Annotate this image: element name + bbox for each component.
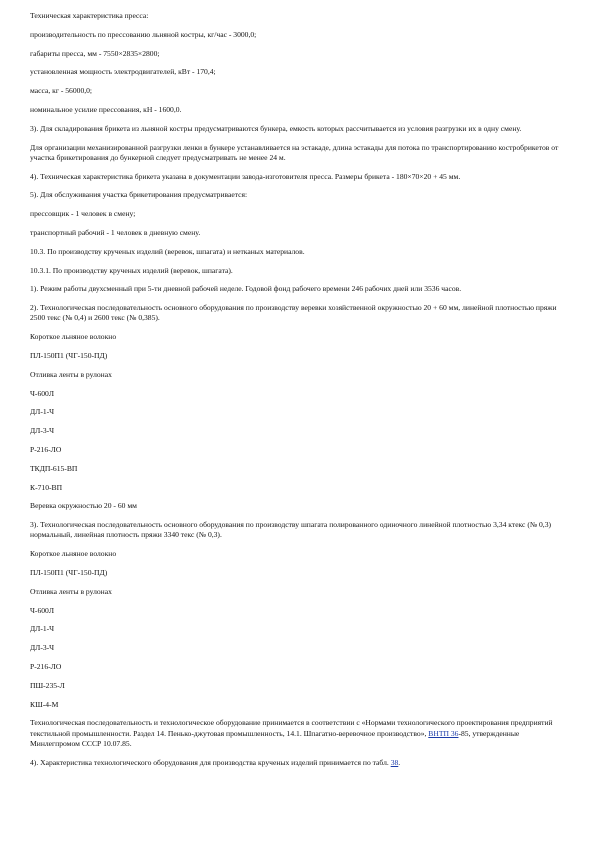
paragraph-11: прессовщик - 1 человек в смену; [30, 209, 136, 219]
paragraph-8: Для организации механизированной разгрузки ленки в бункере устанавливается на эстакаде, длина эстакады для потока по транспортированию костробрикетов от участка брикетирования до бункерной следует предусматривать не менее 24 м. [30, 142, 559, 162]
paragraph-7: 3). Для складирования брикета из льняной костры предусматриваются бункера, емкость которых рассчитывается из условия разгрузки их в одну смену. [30, 123, 522, 133]
paragraph-33: ДЛ-3-Ч [30, 643, 55, 653]
table-38-link[interactable]: 38 [390, 757, 399, 767]
paragraph-23: Р-216-ЛО [30, 444, 62, 454]
paragraph-28: Короткое льняное волокно [30, 549, 117, 559]
paragraph-29: ПЛ-150П1 (ЧГ-150-ПД) [30, 567, 108, 577]
paragraph-5: масса, кг - 56000,0; [30, 86, 93, 96]
document-page [30, 11, 570, 776]
paragraph-4: установленная мощность электродвигателей, кВт - 170,4; [30, 67, 216, 77]
paragraph-25: К-710-ВП [30, 482, 63, 492]
paragraph-9: 4). Техническая характеристика брикета указана в документации завода-изготовителя пресса. Размеры брикета - 180×70×20 + 45 мм. [30, 171, 461, 181]
paragraph-38 [30, 758, 570, 768]
paragraph-10: 5). Для обслуживания участка брикетирования предусматривается: [30, 190, 248, 200]
paragraph-27: 3). Технологическая последовательность основного оборудования по производству шпагата полированного одиночного линейной плотностью 3,34 ктекс (№ 0,3) нормальный, линейная плотность пряжи 3340 текс (№ 0,3). [30, 520, 552, 540]
paragraph-26: Веревка окружностью 20 - 60 мм [30, 501, 137, 511]
paragraph-31: Ч-600Л [30, 605, 55, 615]
paragraph-20: Ч-600Л [30, 388, 55, 398]
paragraph-19: Отливка ленты в рулонах [30, 369, 112, 379]
paragraph-text: Технологическая последовательность и технологическое оборудование принимается в соответствии с «Нормами технологического проектирования предприятий текстильной промышленности. Раздел 14. Пенько-джутовая промышленность, 14.1. Шпагатно-веревочное производство», [30, 718, 553, 738]
paragraph-15: 1). Режим работы двухсменный при 5-ти дневной рабочей неделе. Годовой фонд рабочего времени 246 рабочих дней или 3536 часов. [30, 284, 462, 294]
paragraph-3: габариты пресса, мм - 7550×2835×2800; [30, 48, 160, 58]
paragraph-18: ПЛ-150П1 (ЧГ-150-ПД) [30, 350, 108, 360]
paragraph-21: ДЛ-1-Ч [30, 407, 55, 417]
paragraph-22: ДЛ-3-Ч [30, 426, 55, 436]
paragraph-12: транспортный рабочий - 1 человек в дневную смену. [30, 227, 201, 237]
paragraph-36: КШ-4-М [30, 699, 59, 709]
paragraph-6: номинальное усилие прессования, кН - 1600,0. [30, 104, 182, 114]
paragraph-text: . [398, 757, 401, 767]
paragraph-1: Техническая характеристика пресса: [30, 11, 149, 20]
paragraph-17: Короткое льняное волокно [30, 332, 117, 342]
paragraph-30: Отливка ленты в рулонах [30, 586, 112, 596]
paragraph-14: 10.3.1. По производству крученых изделий (веревок, шпагата). [30, 265, 233, 275]
paragraph-32: ДЛ-1-Ч [30, 624, 55, 634]
paragraph-37 [30, 718, 570, 749]
paragraph-24: ТКДП-615-ВП [30, 463, 78, 473]
vntp-36-link[interactable]: ВНТП 36 [428, 728, 459, 738]
paragraph-13: 10.3. По производству крученых изделий (веревок, шпагата) и нетканых материалов. [30, 246, 305, 256]
paragraph-text: 4). Характеристика технологического оборудования для производства крученых изделий принимается по табл. [30, 757, 391, 767]
paragraph-34: Р-216-ЛО [30, 661, 62, 671]
paragraph-35: ПШ-235-Л [30, 680, 65, 690]
paragraph-16: 2). Технологическая последовательность основного оборудования по производству веревки хозяйственной окружностью 20 + 60 мм, линейной плотностью пряжи 2500 текс (№ 0,4) и 2600 текс (№ 0,385). [30, 303, 557, 323]
paragraph-2: производительность по прессованию льняной костры, кг/час - 3000,0; [30, 29, 257, 39]
paragraph-text: -85, утвержденные Минлегпромом СССР 10.07.85. [30, 728, 520, 748]
